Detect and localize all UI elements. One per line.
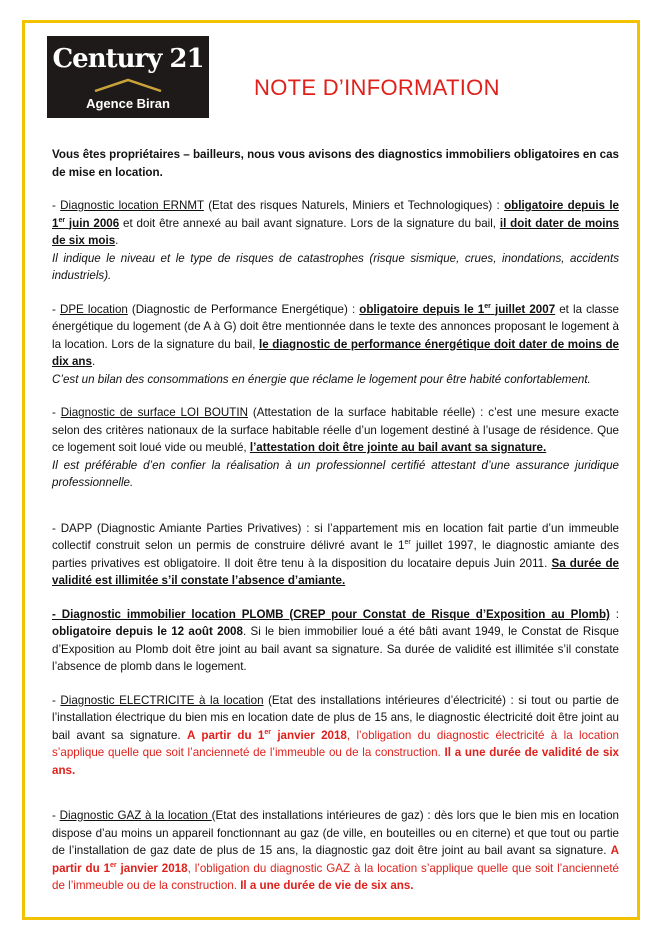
roof-icon (93, 78, 163, 92)
boutin-rule: l’attestation doit être jointe au bail avant sa signature. (249, 441, 547, 454)
ernmt-date-rule: il doit dater de moins de six mois (52, 216, 619, 247)
plomb-obligation: obligatoire depuis le 12 août 2008 (52, 625, 243, 638)
logo-agency: Agence Biran (86, 96, 170, 111)
dpe-date-rule: le diagnostic de performance énergétique doit dater de moins de dix ans (52, 337, 619, 368)
section-gaz: - Diagnostic GAZ à la location (Etat des installations intérieures de gaz) : dès lors que le bien mis en location dispose d’au moins un appareil fonctionnant au gaz (de ville, en bouteilles ou en citerne) et que tout ou partie de l’installation de gaz date de plus de 15 ans, la diagnostic gaz doit être joint au bail avant sa signature. A partir du 1er janvier 2018, l’obligation du diagnostic GAZ à la location s’applique quelle que soit l’ancienneté de l’immeuble ou de la construction. Il a une durée de vie de six ans. (52, 809, 619, 892)
dpe-title: DPE location (59, 302, 128, 316)
logo-brand: Century 21 (52, 44, 204, 74)
dapp-title: DAPP (60, 521, 93, 535)
document-body (52, 146, 619, 895)
section-dpe: - DPE location (Diagnostic de Performance Energétique) : obligatoire depuis le 1er juillet 2007 et la classe énergétique du logement (de A à G) doit être mentionnée dans le texte des annonces proposant le logement à la location. Lors de la signature du bail, le diagnostic de performance énergétique doit dater de moins de dix ans. (52, 302, 619, 368)
intro-text: Vous êtes propriétaires – bailleurs, nous vous avisons des diagnostics immobiliers obligatoires en cas de mise en location. (52, 148, 619, 179)
ernmt-note: Il indique le niveau et le type de risques de catastrophes (risque sismique, crues, inondations, accidents industriels). (52, 251, 619, 282)
gaz-validity: Il a une durée de vie de six ans. (240, 879, 414, 892)
section-ernmt: - Diagnostic location ERNMT (Etat des risques Naturels, Miniers et Technologiques) : obligatoire depuis le 1er juin 2006 et doit être annexé au bail avant signature. Lors de la signature du bail, il doit dater de moins de six mois. (52, 199, 619, 247)
gaz-date: A partir du 1er janvier 2018 (52, 844, 619, 875)
page-title: NOTE D’INFORMATION (254, 75, 500, 100)
boutin-title: Diagnostic de surface LOI BOUTIN (60, 406, 248, 419)
dpe-note: C’est un bilan des consommations en énergie que réclame le logement pour être habité confortablement. (52, 372, 591, 386)
boutin-note: Il est préférable d’en confier la réalisation à un professionnel certifié attestant d’une assurance juridique professionnelle. (52, 458, 619, 489)
dapp-validity: Sa durée de validité est illimitée s’il constate l’absence d’amiante. (52, 556, 619, 587)
section-plomb: - Diagnostic immobilier location PLOMB (CREP pour Constat de Risque d’Exposition au Plomb) : obligatoire depuis le 12 août 2008. Si le bien immobilier loué a été bâti avant 1949, le Constat de Risque d’Exposition au Plomb doit être joint au bail avant sa signature. Sa durée de validité est illimitée s’il constate l’absence de plomb dans le logement. (52, 607, 619, 673)
section-boutin: - Diagnostic de surface LOI BOUTIN (Attestation de la surface habitable réelle) : c’est une mesure exacte selon des critères nationaux de la surface habitable réelle d’un logement destiné à l’usage de résidence. Que ce logement soit loué vide ou meublé, l’attestation doit être jointe au bail avant sa signature. (52, 406, 620, 454)
electricite-date: A partir du 1er janvier 2018 (187, 728, 347, 742)
electricite-validity: Il a une durée de validité de six ans. (52, 746, 619, 777)
ernmt-obligation: obligatoire depuis le 1er juin 2006 (52, 199, 619, 230)
gaz-title: Diagnostic GAZ à la location (59, 809, 212, 822)
ernmt-title: Diagnostic location ERNMT (60, 199, 204, 212)
plomb-title: - Diagnostic immobilier location PLOMB (CREP pour Constat de Risque d’Exposition au Plomb) (52, 607, 610, 621)
section-dapp: - DAPP (Diagnostic Amiante Parties Privatives) : si l’appartement mis en location fait partie d’un immeuble collectif construit selon un permis de construire délivré avant le 1er juillet 1997, le diagnostic amiante des parties privatives est obligatoire. Il doit être tenu à la disposition du locataire depuis Juin 2011. Sa durée de validité est illimitée s’il constate l’absence d’amiante. (52, 521, 619, 587)
dpe-obligation: obligatoire depuis le 1er juillet 2007 (359, 302, 556, 316)
section-electricite: - Diagnostic ELECTRICITE à la location (Etat des installations intérieures d’électricité) : si tout ou partie de l’installation électrique du bien mis en location date de plus de 15 ans, le diagnostic électricité doit être joint au bail avant sa signature. A partir du 1er janvier 2018, l’obligation du diagnostic électricité à la location s’applique quelle que soit l’ancienneté de l’immeuble ou de la construction. Il a une durée de validité de six ans. (52, 693, 619, 777)
century21-logo (47, 36, 209, 118)
electricite-title: Diagnostic ELECTRICITE à la location (60, 693, 264, 707)
